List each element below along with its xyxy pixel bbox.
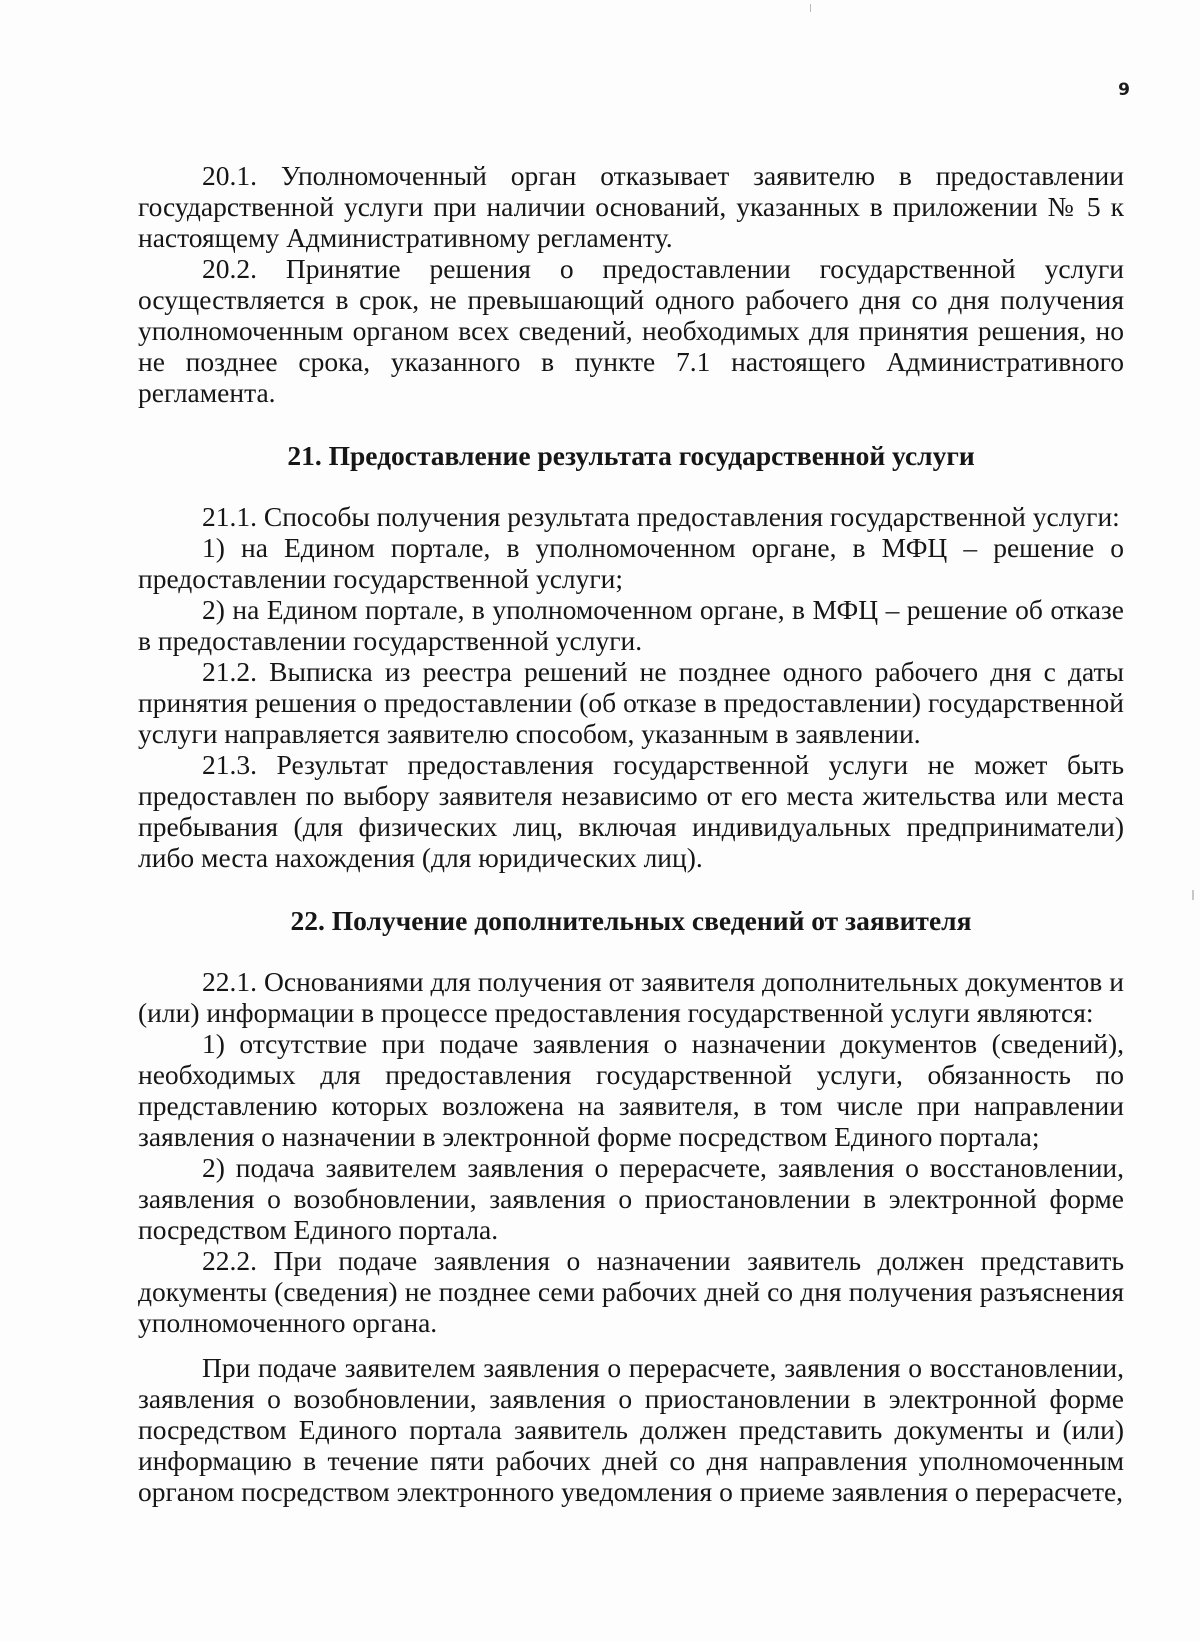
paragraph-22-2-continued: При подаче заявителем заявления о перерасчете, заявления о восстановлении, заявления о возобновлении, заявления о приостановлении в электронной форме посредством Единого портала заявитель должен представить документы и (или) информацию в течение пяти рабочих дней со дня направления уполномоченным органом посредством электронного уведомления о приеме заявления о перерасчете, [138, 1352, 1124, 1507]
paragraph-22-2: 22.2. При подаче заявления о назначении заявитель должен представить документы (сведения) не позднее семи рабочих дней со дня получения разъяснения уполномоченного органа. [138, 1245, 1124, 1338]
paragraph-20-1: 20.1. Уполномоченный орган отказывает заявителю в предоставлении государственной услуги при наличии оснований, указанных в приложении № 5 к настоящему Административному регламенту. [138, 160, 1124, 253]
page-number: 9 [1118, 80, 1130, 100]
paragraph-21-1: 21.1. Способы получения результата предоставления государственной услуги: [202, 501, 1120, 532]
scan-artifact [810, 4, 811, 12]
paragraph-20-2: 20.2. Принятие решения о предоставлении государственной услуги осуществляется в срок, не превышающий одного рабочего дня со дня получения уполномоченным органом всех сведений, необходимых для принятия решения, но не позднее срока, указанного в пункте 7.1 настоящего Административного регламента. [138, 253, 1124, 408]
document-body [138, 160, 1124, 1507]
section-heading-21: 21. Предоставление результата государственной услуги [287, 440, 975, 471]
section-heading-22: 22. Получение дополнительных сведений от заявителя [290, 905, 972, 936]
list-item-22-1-1: 1) отсутствие при подаче заявления о назначении документов (сведений), необходимых для предоставления государственной услуги, обязанность по представлению которых возложена на заявителя, в том числе при направлении заявления о назначении в электронной форме посредством Единого портала; [138, 1028, 1124, 1152]
list-item-22-1-2: 2) подача заявителем заявления о перерасчете, заявления о восстановлении, заявления о возобновлении, заявления о приостановлении в электронной форме посредством Единого портала. [138, 1152, 1124, 1245]
paragraph-21-2: 21.2. Выписка из реестра решений не позднее одного рабочего дня с даты принятия решения о предоставлении (об отказе в предоставлении) государственной услуги направляется заявителю способом, указанным в заявлении. [138, 656, 1124, 749]
list-item-21-1-1: 1) на Едином портале, в уполномоченном органе, в МФЦ – решение о предоставлении государственной услуги; [138, 532, 1124, 594]
paragraph-21-3: 21.3. Результат предоставления государственной услуги не может быть предоставлен по выбору заявителя независимо от его места жительства или места пребывания (для физических лиц, включая индивидуальных предприниматели) либо места нахождения (для юридических лиц). [138, 749, 1124, 873]
scan-artifact [1192, 890, 1194, 900]
list-item-21-1-2: 2) на Едином портале, в уполномоченном органе, в МФЦ – решение об отказе в предоставлении государственной услуги. [138, 594, 1124, 656]
paragraph-22-1: 22.1. Основаниями для получения от заявителя дополнительных документов и (или) информации в процессе предоставления государственной услуги являются: [138, 966, 1124, 1028]
